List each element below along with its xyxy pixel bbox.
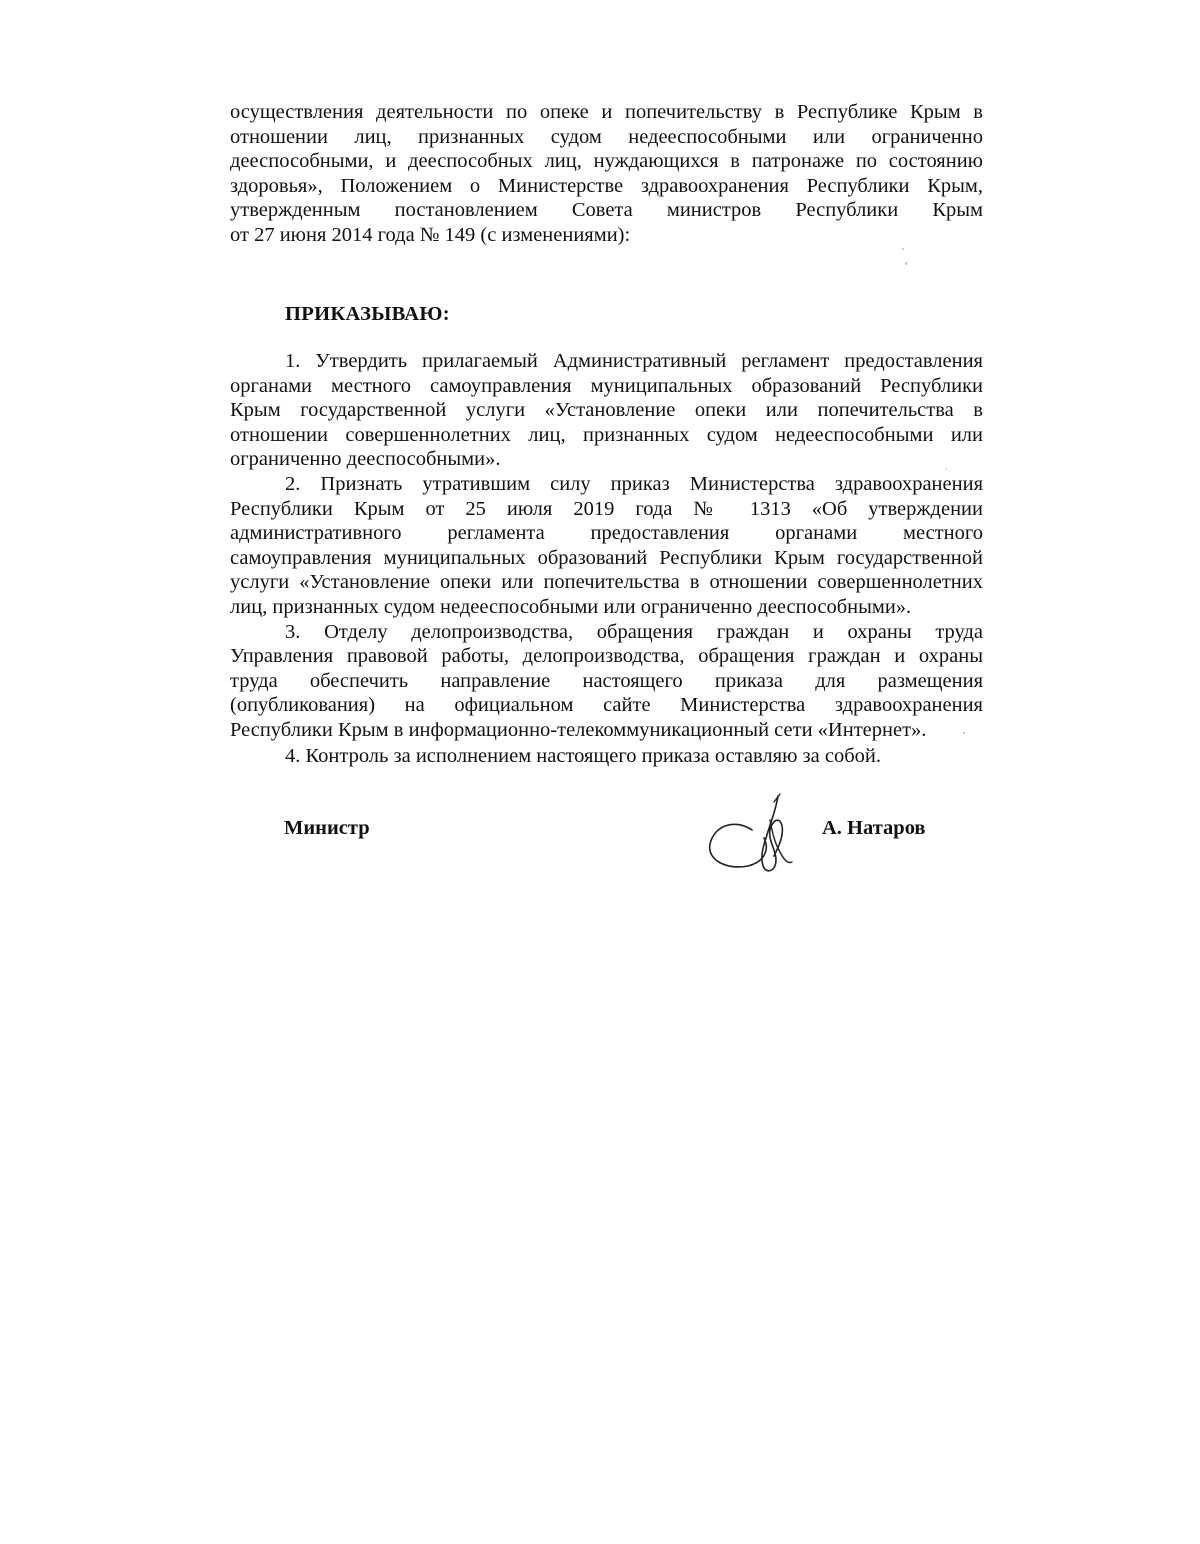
item-line: (опубликования) на официальном сайте Министерства здравоохранения [230, 694, 983, 717]
item-line: 1. Утвердить прилагаемый Административный регламент предоставления [285, 350, 983, 372]
order-items [230, 349, 983, 743]
intro-line: дееспособными, и дееспособных лиц, нуждающихся в патронаже по состоянию [230, 150, 983, 173]
item-line: органами местного самоуправления муниципальных образований Республики [230, 374, 983, 397]
item-line: лиц, признанных судом недееспособными или ограниченно дееспособными». [230, 595, 912, 618]
item-3 [230, 620, 983, 743]
item-line: Республики Крым в информационно-телекоммуникационный сети «Интернет». [230, 718, 927, 741]
scan-speck [946, 468, 947, 470]
intro-line: отношении лиц, признанных судом недееспособными или ограниченно [230, 125, 983, 148]
item-line: 3. Отделу делопроизводства, обращения граждан и охраны труда [285, 620, 983, 643]
item-line: ограниченно дееспособными». [230, 448, 501, 471]
item-line: услуги «Установление опеки или попечительства в отношении совершеннолетних [230, 571, 983, 594]
intro-line: от 27 июня 2014 года № 149 (с изменениями): [230, 223, 631, 246]
item-line: отношении совершеннолетних лиц, признанных судом недееспособными или [230, 423, 983, 446]
item-2 [230, 472, 983, 620]
scan-speck [905, 262, 907, 265]
handwritten-signature-icon [704, 790, 800, 876]
item-line: Управления правовой работы, делопроизводства, обращения граждан и охраны [230, 645, 983, 668]
item-line: труда обеспечить направление настоящего приказа для размещения [230, 669, 983, 692]
item-line: самоуправления муниципальных образований Республики Крым государственной [230, 546, 983, 569]
signatory-title: Министр [284, 817, 370, 839]
item-line: 2. Признать утратившим силу приказ Министерства здравоохранения [285, 472, 983, 495]
intro-paragraph [230, 100, 983, 248]
intro-line: здоровья», Положением о Министерстве здравоохранения Республики Крым, [230, 174, 983, 197]
scan-speck [902, 248, 904, 250]
signatory-name: А. Натаров [822, 817, 926, 839]
item-4: 4. Контроль за исполнением настоящего приказа оставляю за собой. [285, 745, 881, 767]
item-line: Крым государственной услуги «Установление опеки или попечительства в [230, 399, 983, 422]
item-line: Республики Крым от 25 июля 2019 года № 1313 «Об утверждении [230, 497, 983, 520]
intro-line: утвержденным постановлением Совета министров Республики Крым [230, 199, 983, 222]
item-line: административного регламента предоставления органами местного [230, 522, 983, 545]
intro-line: осуществления деятельности по опеке и попечительству в Республике Крым в [230, 101, 983, 123]
scan-speck [963, 732, 965, 734]
order-heading: ПРИКАЗЫВАЮ: [285, 303, 450, 325]
item-1 [230, 349, 983, 472]
